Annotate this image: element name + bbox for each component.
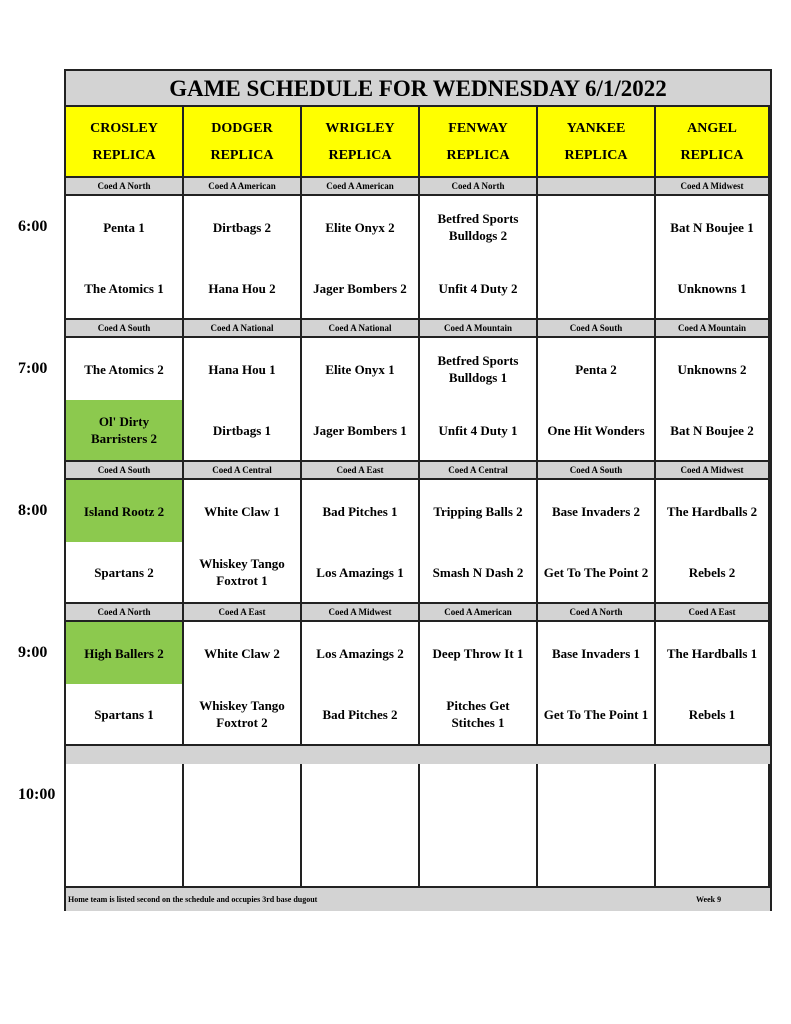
away-team: Bat N Boujee 1 [656, 196, 770, 258]
division-label: Coed A East [184, 604, 302, 622]
field-type: REPLICA [564, 147, 628, 163]
division-label: Coed A Central [420, 462, 538, 480]
division-label [538, 178, 656, 196]
away-team [538, 196, 656, 258]
division-label: Coed A North [66, 178, 184, 196]
away-team: Tripping Balls 2 [420, 480, 538, 542]
home-team: Unfit 4 Duty 1 [420, 400, 538, 462]
home-team: Whiskey Tango Foxtrot 2 [184, 684, 302, 746]
field-header-4 [538, 107, 656, 178]
away-team: Bad Pitches 1 [302, 480, 420, 542]
home-team: Pitches Get Stitches 1 [420, 684, 538, 746]
division-label: Coed A East [302, 462, 420, 480]
division-label: Coed A North [538, 604, 656, 622]
field-name: ANGEL [687, 120, 737, 136]
footer-note: Home team is listed second on the schedule and occupies 3rd base dugout [68, 895, 318, 904]
empty-slot-cell [656, 764, 770, 886]
away-team: The Hardballs 2 [656, 480, 770, 542]
division-label: Coed A Midwest [656, 178, 770, 196]
field-type: REPLICA [92, 147, 156, 163]
division-label: Coed A North [420, 178, 538, 196]
week-label: Week 9 [696, 895, 722, 904]
time-label: 6:00 [18, 218, 48, 235]
away-team: Penta 2 [538, 338, 656, 400]
away-team: The Hardballs 1 [656, 622, 770, 684]
division-label: Coed A Mountain [420, 320, 538, 338]
empty-slot-cell [538, 764, 656, 886]
division-label: Coed A South [538, 320, 656, 338]
home-team: Rebels 2 [656, 542, 770, 604]
division-label: Coed A Midwest [656, 462, 770, 480]
away-team: Dirtbags 2 [184, 196, 302, 258]
field-type: REPLICA [210, 147, 274, 163]
away-team: Base Invaders 2 [538, 480, 656, 542]
division-label: Coed A Central [184, 462, 302, 480]
home-team: Hana Hou 2 [184, 258, 302, 320]
away-team: Betfred Sports Bulldogs 1 [420, 338, 538, 400]
away-team: White Claw 2 [184, 622, 302, 684]
division-label: Coed A National [302, 320, 420, 338]
away-team: Los Amazings 2 [302, 622, 420, 684]
away-team: Hana Hou 1 [184, 338, 302, 400]
division-label: Coed A South [66, 462, 184, 480]
field-header-2 [302, 107, 420, 178]
division-label: Coed A Midwest [302, 604, 420, 622]
away-team: Betfred Sports Bulldogs 2 [420, 196, 538, 258]
division-label: Coed A National [184, 320, 302, 338]
away-team: Island Rootz 2 [66, 480, 184, 542]
field-header-0 [66, 107, 184, 178]
home-team: Bad Pitches 2 [302, 684, 420, 746]
home-team: Dirtbags 1 [184, 400, 302, 462]
empty-divider-row [66, 746, 770, 766]
home-team: Jager Bombers 2 [302, 258, 420, 320]
time-label: 10:00 [18, 786, 56, 803]
home-team: Whiskey Tango Foxtrot 1 [184, 542, 302, 604]
home-team: Jager Bombers 1 [302, 400, 420, 462]
home-team: Get To The Point 1 [538, 684, 656, 746]
home-team: One Hit Wonders [538, 400, 656, 462]
home-team [538, 258, 656, 320]
empty-slot-cell [66, 764, 184, 886]
page-title: GAME SCHEDULE FOR WEDNESDAY 6/1/2022 [66, 71, 770, 107]
field-name: DODGER [211, 120, 273, 136]
home-team: Los Amazings 1 [302, 542, 420, 604]
home-team: Spartans 1 [66, 684, 184, 746]
away-team: White Claw 1 [184, 480, 302, 542]
time-label: 9:00 [18, 644, 48, 661]
field-header-5 [656, 107, 770, 178]
empty-slot-cell [302, 764, 420, 886]
footer-bar [66, 886, 770, 911]
away-team: Unknowns 2 [656, 338, 770, 400]
field-type: REPLICA [328, 147, 392, 163]
division-label: Coed A American [184, 178, 302, 196]
home-team: Unfit 4 Duty 2 [420, 258, 538, 320]
schedule-sheet [64, 69, 772, 911]
home-team: Unknowns 1 [656, 258, 770, 320]
division-label: Coed A North [66, 604, 184, 622]
division-label: Coed A East [656, 604, 770, 622]
field-type: REPLICA [680, 147, 744, 163]
division-label: Coed A South [538, 462, 656, 480]
field-header-1 [184, 107, 302, 178]
home-team: Bat N Boujee 2 [656, 400, 770, 462]
away-team: Elite Onyx 1 [302, 338, 420, 400]
division-label: Coed A American [420, 604, 538, 622]
division-label: Coed A Mountain [656, 320, 770, 338]
division-label: Coed A South [66, 320, 184, 338]
time-label: 7:00 [18, 360, 48, 377]
home-team: The Atomics 1 [66, 258, 184, 320]
away-team: Penta 1 [66, 196, 184, 258]
home-team: Get To The Point 2 [538, 542, 656, 604]
home-team: Smash N Dash 2 [420, 542, 538, 604]
away-team: High Ballers 2 [66, 622, 184, 684]
away-team: Deep Throw It 1 [420, 622, 538, 684]
time-label: 8:00 [18, 502, 48, 519]
division-label: Coed A American [302, 178, 420, 196]
empty-slot-cell [184, 764, 302, 886]
field-name: CROSLEY [90, 120, 158, 136]
home-team: Spartans 2 [66, 542, 184, 604]
empty-slot-cell [420, 764, 538, 886]
field-header-3 [420, 107, 538, 178]
away-team: Elite Onyx 2 [302, 196, 420, 258]
field-name: FENWAY [448, 120, 508, 136]
field-type: REPLICA [446, 147, 510, 163]
away-team: The Atomics 2 [66, 338, 184, 400]
home-team: Ol' Dirty Barristers 2 [66, 400, 184, 462]
home-team: Rebels 1 [656, 684, 770, 746]
away-team: Base Invaders 1 [538, 622, 656, 684]
field-name: WRIGLEY [325, 120, 395, 136]
field-name: YANKEE [566, 120, 626, 136]
